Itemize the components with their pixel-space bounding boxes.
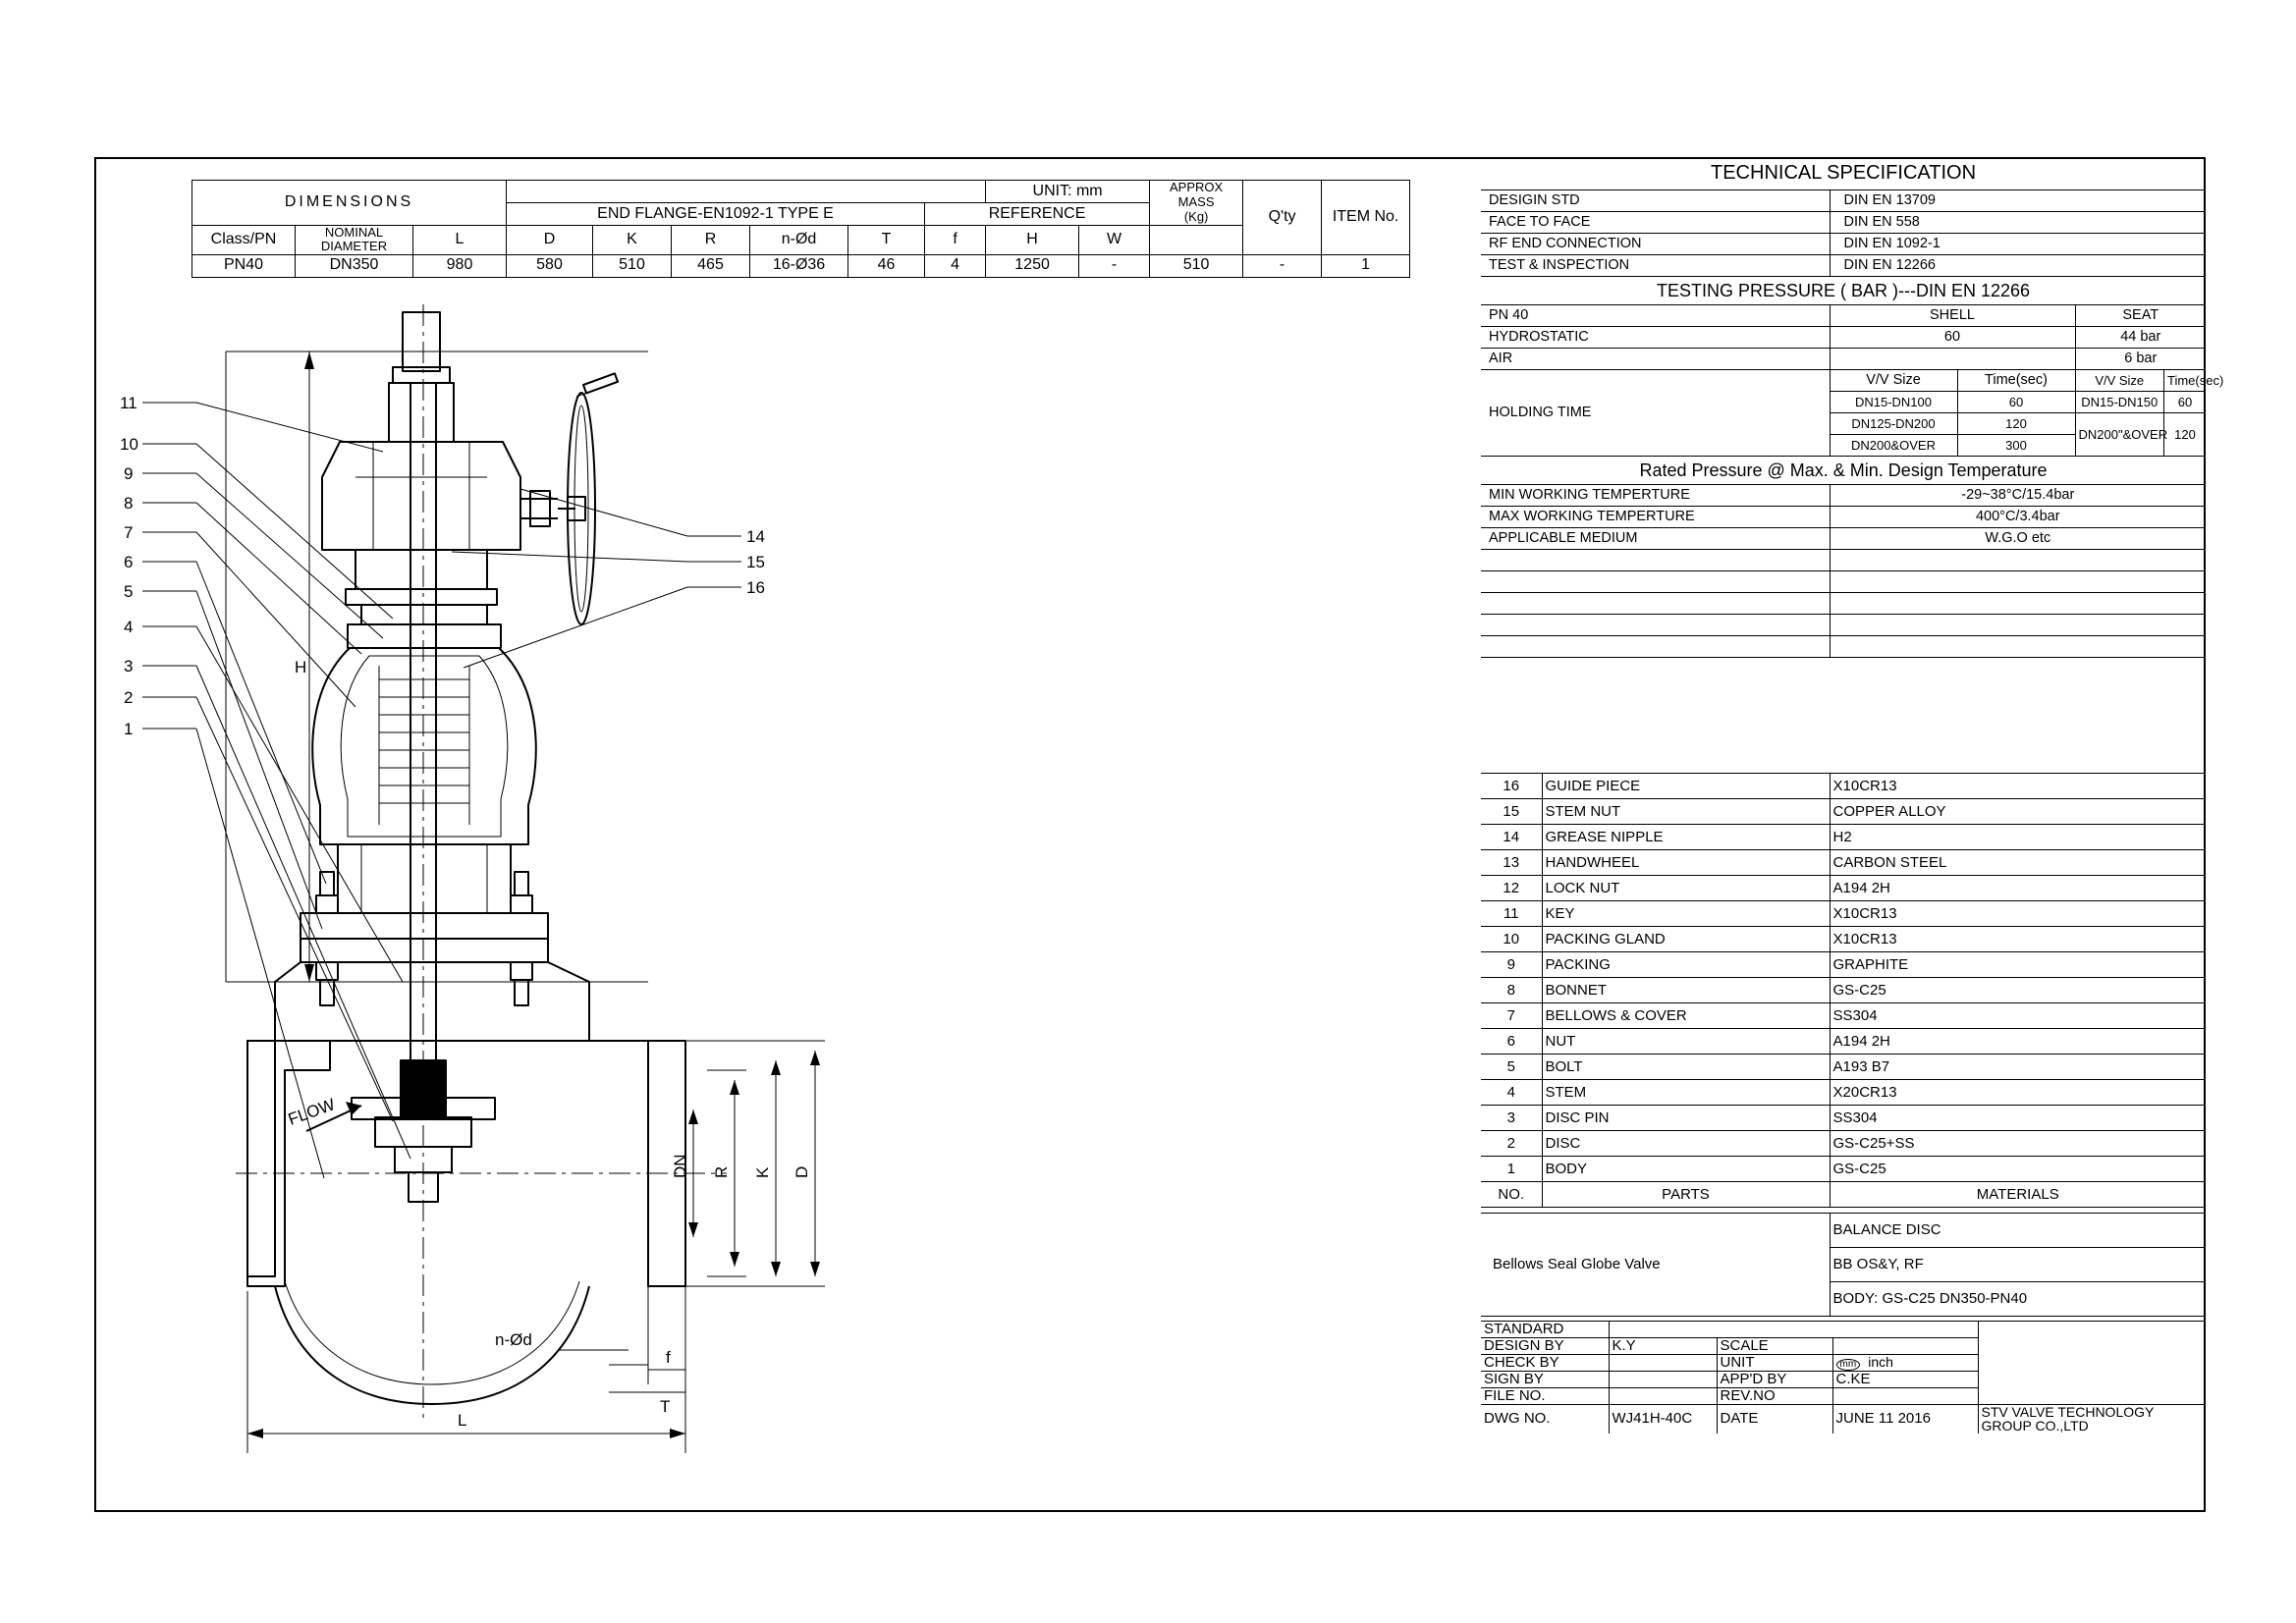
reference-header: REFERENCE [925,203,1150,226]
valve-drawing [98,295,1473,1502]
value-item-no: 1 [1322,254,1410,277]
rated-value-2: W.G.O etc [1830,528,2206,550]
part-name: GUIDE PIECE [1542,774,1830,799]
holding-r1-c2: DN200"&OVER [2076,413,2164,456]
part-name: PACKING [1542,952,1830,978]
part-material: CARBON STEEL [1830,850,2206,876]
part-material: GS-C25 [1830,1157,2206,1182]
unit-note-spacer [507,181,986,203]
col-T: T [848,226,925,255]
dim-label-f: f [666,1348,671,1367]
value-qty: - [1243,254,1322,277]
blank-row-0-a [1481,550,1830,571]
tech-row-label-3: TEST & INSPECTION [1481,255,1830,277]
part-material: SS304 [1830,1106,2206,1131]
drawing-title-block [1481,1321,2206,1434]
unit-label: UNIT [1717,1354,1832,1372]
hydrostatic-label: HYDROSTATIC [1481,327,1830,349]
part-name: HANDWHEEL [1542,850,1830,876]
part-no: 3 [1481,1106,1542,1131]
value-W: - [1079,254,1150,277]
parts-row [1481,876,2206,901]
blank-row-3-a [1481,615,1830,636]
part-no: 6 [1481,1029,1542,1055]
part-no: 14 [1481,825,1542,850]
callout-15: 15 [746,553,765,571]
part-material: COPPER ALLOY [1830,799,2206,825]
unit-value [1832,1354,1978,1372]
dim-label-T: T [660,1397,671,1416]
part-no: 10 [1481,927,1542,952]
tech-row-label-0: DESIGIN STD [1481,190,1830,212]
part-material: A194 2H [1830,876,2206,901]
blank-row-4-a [1481,636,1830,658]
check-by-label: CHECK BY [1481,1354,1609,1372]
parts-row [1481,1157,2206,1182]
blank-row-3-b [1830,615,2206,636]
dim-label-K: K [753,1166,772,1178]
parts-row [1481,850,2206,876]
part-no: 7 [1481,1003,1542,1029]
parts-row [1481,1003,2206,1029]
product-feature-1: BB OS&Y, RF [1830,1248,2206,1282]
callout-10: 10 [120,435,138,454]
product-title-block [1481,1213,2206,1317]
holding-r2-c0: DN200&OVER [1830,435,1957,457]
dwg-no-label: DWG NO. [1481,1404,1609,1434]
holding-r0-c1: 60 [1957,392,2075,413]
value-mass: 510 [1150,254,1243,277]
design-by-label: DESIGN BY [1481,1337,1609,1354]
holding-r1-c3: 120 [2174,426,2196,442]
rev-no-label: REV.NO [1717,1387,1832,1404]
part-no: 4 [1481,1080,1542,1106]
scale-value [1832,1337,1978,1354]
parts-row [1481,927,2206,952]
holding-r0-c0: DN15-DN100 [1830,392,1957,413]
air-label: AIR [1481,349,1830,370]
callout-7: 7 [124,523,134,542]
part-no: 13 [1481,850,1542,876]
dim-label-nd: n-Ød [495,1330,532,1349]
tech-row-value-3: DIN EN 12266 [1830,255,2206,277]
callout-3: 3 [124,657,134,676]
callout-1: 1 [124,720,134,738]
value-R: 465 [672,254,750,277]
col-H: H [986,226,1079,255]
parts-list-table [1481,773,2206,1208]
end-flange-header: END FLANGE-EN1092-1 TYPE E [507,203,925,226]
sign-by-label: SIGN BY [1481,1372,1609,1388]
qty-header: Q'ty [1243,181,1322,255]
callout-6: 6 [124,553,134,571]
part-no: 2 [1481,1131,1542,1157]
rated-label-2: APPLICABLE MEDIUM [1481,528,1830,550]
parts-row [1481,1055,2206,1080]
tech-spec-title: TECHNICAL SPECIFICATION [1481,157,2206,190]
holding-col-0: V/V Size [1830,370,1957,392]
dimensions-title: DIMENSIONS [192,181,507,226]
callout-16: 16 [746,578,765,597]
dim-label-R: R [712,1165,731,1178]
value-class-pn: PN40 [192,254,296,277]
blank-row-2-a [1481,593,1830,615]
standard-label: STANDARD [1481,1322,1609,1338]
tech-row-value-2: DIN EN 1092-1 [1830,234,2206,255]
air-seat: 6 bar [2075,349,2206,370]
col-f: f [925,226,986,255]
appd-by-value: C.KE [1832,1372,1978,1388]
value-nd: 16-Ø36 [750,254,848,277]
part-material: H2 [1830,825,2206,850]
blank-row-1-a [1481,571,1830,593]
holding-r1-c0: DN125-DN200 [1830,413,1957,435]
part-no: 12 [1481,876,1542,901]
blank-row-2-b [1830,593,2206,615]
sign-by-value [1609,1372,1717,1388]
part-material: X10CR13 [1830,774,2206,799]
tech-row-label-2: RF END CONNECTION [1481,234,1830,255]
part-name: STEM [1542,1080,1830,1106]
part-name: PACKING GLAND [1542,927,1830,952]
testing-pn: PN 40 [1481,305,1830,327]
flow-label: FLOW [285,1095,338,1129]
dim-label-DN: DN [671,1154,689,1178]
company-name: STV VALVE TECHNOLOGY GROUP CO.,LTD [1978,1404,2206,1434]
rated-value-0: -29~38°C/15.4bar [1830,485,2206,507]
value-D: 580 [507,254,593,277]
scale-label: SCALE [1717,1337,1832,1354]
part-name: BELLOWS & COVER [1542,1003,1830,1029]
parts-footer-no: NO. [1481,1182,1542,1208]
col-L: L [413,226,507,255]
unit-inch-label: inch [1864,1353,1893,1370]
rev-no-value [1832,1387,1978,1404]
parts-row [1481,901,2206,927]
col-nominal-diameter: NOMINAL DIAMETER [296,226,413,255]
parts-row [1481,952,2206,978]
hydrostatic-shell: 60 [1830,327,2075,349]
part-name: BOLT [1542,1055,1830,1080]
testing-shell-header: SHELL [1830,305,2075,327]
part-material: A193 B7 [1830,1055,2206,1080]
date-label: DATE [1717,1404,1832,1434]
dim-label-L: L [458,1411,467,1430]
parts-row [1481,774,2206,799]
part-material: GS-C25+SS [1830,1131,2206,1157]
callout-14: 14 [746,527,765,546]
value-f: 4 [925,254,986,277]
parts-footer-parts: PARTS [1542,1182,1830,1208]
parts-footer-materials: MATERIALS [1830,1182,2206,1208]
part-material: SS304 [1830,1003,2206,1029]
air-shell [1830,349,2075,370]
col-D: D [507,226,593,255]
col-R: R [672,226,750,255]
title-logo-area [1978,1322,2206,1405]
callout-9: 9 [124,464,134,483]
callout-5: 5 [124,582,134,601]
testing-seat-header: SEAT [2075,305,2206,327]
parts-row [1481,825,2206,850]
part-name: KEY [1542,901,1830,927]
dimensions-row [192,254,1410,277]
technical-specification-table [1481,157,2224,658]
value-T: 46 [848,254,925,277]
col-class-pn: Class/PN [192,226,296,255]
blank-row-1-b [1830,571,2206,593]
holding-col-2: V/V Size [2076,370,2164,391]
check-by-value [1609,1354,1717,1372]
value-L: 980 [413,254,507,277]
dim-label-D: D [793,1165,811,1178]
parts-row [1481,799,2206,825]
unit-note: UNIT: mm [986,181,1150,203]
part-name: DISC [1542,1131,1830,1157]
part-no: 1 [1481,1157,1542,1182]
unit-mm-marker: mm [1836,1359,1861,1372]
blank-row-4-b [1830,636,2206,658]
part-material: X10CR13 [1830,927,2206,952]
tech-row-label-1: FACE TO FACE [1481,212,1830,234]
part-no: 15 [1481,799,1542,825]
testing-pressure-title: TESTING PRESSURE ( BAR )---DIN EN 12266 [1481,277,2206,305]
part-no: 16 [1481,774,1542,799]
file-no-label: FILE NO. [1481,1387,1609,1404]
product-feature-0: BALANCE DISC [1830,1214,2206,1248]
callout-4: 4 [124,618,134,636]
rated-pressure-title: Rated Pressure @ Max. & Min. Design Temperature [1481,457,2206,485]
hydrostatic-seat: 44 bar [2075,327,2206,349]
mass-unit-cell [1150,226,1243,255]
dim-label-H: H [295,658,307,676]
callout-11: 11 [120,394,137,412]
part-name: BONNET [1542,978,1830,1003]
product-name: Bellows Seal Globe Valve [1481,1214,1830,1317]
part-material: GRAPHITE [1830,952,2206,978]
part-no: 8 [1481,978,1542,1003]
holding-r2-c1: 300 [1957,435,2075,457]
valve-section-view [98,295,1473,1502]
parts-row [1481,1029,2206,1055]
file-no-value [1609,1387,1717,1404]
holding-r0-c2: DN15-DN150 [2076,392,2164,412]
holding-r0-c3: 60 [2177,394,2193,409]
col-W: W [1079,226,1150,255]
col-K: K [593,226,672,255]
part-no: 11 [1481,901,1542,927]
value-nominal-diameter: DN350 [296,254,413,277]
part-material: A194 2H [1830,1029,2206,1055]
approx-mass-header: APPROX MASS (Kg) [1150,181,1243,226]
parts-row [1481,978,2206,1003]
part-material: X20CR13 [1830,1080,2206,1106]
callout-8: 8 [124,494,134,513]
standard-value [1609,1322,1978,1338]
part-no: 5 [1481,1055,1542,1080]
value-K: 510 [593,254,672,277]
date-value: JUNE 11 2016 [1832,1404,1978,1434]
product-feature-2: BODY: GS-C25 DN350-PN40 [1830,1282,2206,1317]
holding-time-label: HOLDING TIME [1481,370,1830,457]
part-name: LOCK NUT [1542,876,1830,901]
callout-2: 2 [124,688,134,707]
col-nd: n-Ød [750,226,848,255]
rated-value-1: 400°C/3.4bar [1830,507,2206,528]
tech-row-value-0: DIN EN 13709 [1830,190,2206,212]
parts-row [1481,1131,2206,1157]
holding-col-1: Time(sec) [1957,370,2075,392]
rated-label-1: MAX WORKING TEMPERTURE [1481,507,1830,528]
design-by-value: K.Y [1609,1337,1717,1354]
part-material: X10CR13 [1830,901,2206,927]
dwg-no-value: WJ41H-40C [1609,1404,1717,1434]
holding-r1-c1: 120 [1957,413,2075,435]
tech-row-value-1: DIN EN 558 [1830,212,2206,234]
part-no: 9 [1481,952,1542,978]
part-name: DISC PIN [1542,1106,1830,1131]
rated-label-0: MIN WORKING TEMPERTURE [1481,485,1830,507]
part-material: GS-C25 [1830,978,2206,1003]
part-name: BODY [1542,1157,1830,1182]
holding-col-3: Time(sec) [2166,372,2224,388]
appd-by-label: APP'D BY [1717,1372,1832,1388]
part-name: STEM NUT [1542,799,1830,825]
part-name: NUT [1542,1029,1830,1055]
dimensions-table [191,180,1410,278]
blank-row-0-b [1830,550,2206,571]
item-no-header: ITEM No. [1322,181,1410,255]
parts-row [1481,1106,2206,1131]
value-H: 1250 [986,254,1079,277]
part-name: GREASE NIPPLE [1542,825,1830,850]
parts-row [1481,1080,2206,1106]
